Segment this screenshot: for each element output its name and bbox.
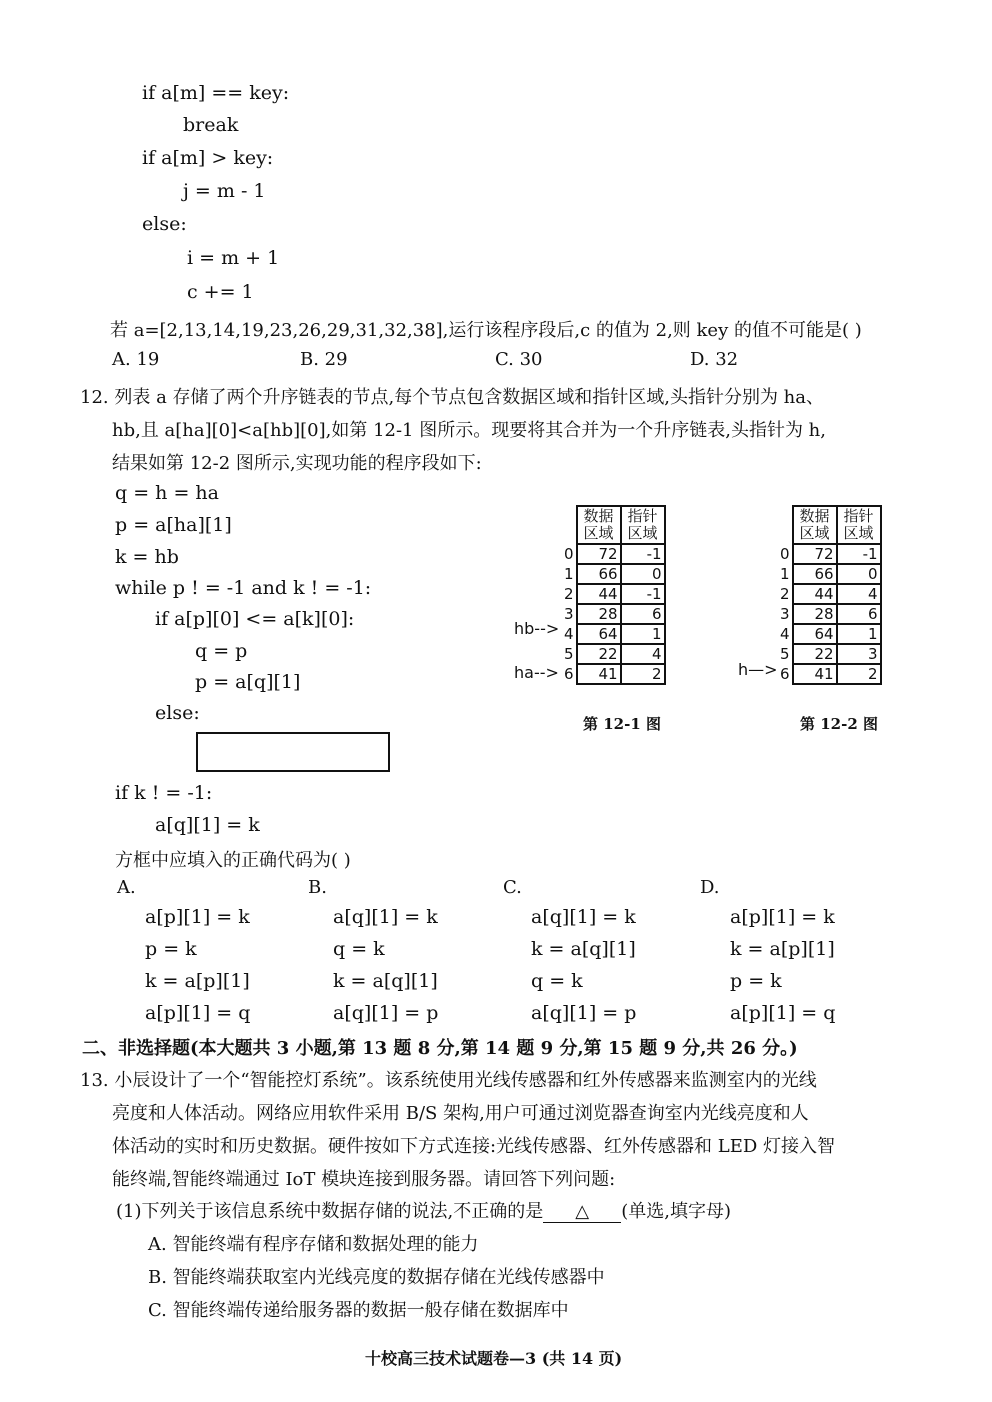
pointer-ha-label: ha--> (514, 663, 559, 682)
q13-sub1-suffix: (单选,填字母) (621, 1201, 731, 1222)
pointer-cell: 0 (837, 564, 881, 584)
figure-caption: 第 12-2 图 (800, 715, 878, 733)
choice-d-line: p = k (730, 970, 782, 992)
data-cell: 72 (793, 544, 837, 564)
row-index: 6 (780, 665, 790, 683)
choice-b-line: a[q][1] = k (333, 906, 438, 928)
data-cell: 44 (793, 584, 837, 604)
answer-blank: △ (543, 1201, 621, 1223)
table-row (562, 664, 665, 684)
data-cell: 66 (793, 564, 837, 584)
pointer-cell: 0 (621, 564, 665, 584)
code-line: q = h = ha (115, 482, 219, 504)
choice-d-line: a[p][1] = q (730, 1002, 836, 1024)
data-cell: 72 (577, 544, 621, 564)
q12-stem-line: 12. 列表 a 存储了两个升序链表的节点,每个节点包含数据区域和指针区域,头指针分别为 ha、 (80, 387, 825, 408)
q11-stem: 若 a=[2,13,14,19,23,26,29,31,32,38],运行该程序段后,c 的值为 2,则 key 的值不可能是( ) (110, 320, 862, 341)
q12-stem-line: 结果如第 12-2 图所示,实现功能的程序段如下: (112, 453, 482, 474)
q13-stem-line: 亮度和人体活动。网络应用软件采用 B/S 架构,用户可通过浏览器查询室内光线亮度和人 (112, 1103, 809, 1124)
choice-b-line: a[q][1] = p (333, 1002, 439, 1024)
choice-c-line: a[q][1] = k (531, 906, 636, 928)
code-line: if a[m] > key: (142, 147, 274, 169)
table-row (778, 604, 881, 624)
row-index: 3 (564, 605, 574, 623)
code-line: k = hb (115, 546, 179, 568)
code-line: if k ! = -1: (115, 782, 213, 804)
table-row (778, 624, 881, 644)
header-data: 数据区域 (793, 506, 837, 544)
table-row (562, 644, 665, 664)
pointer-h-label: h—> (738, 660, 778, 679)
code-line: p = a[q][1] (195, 671, 301, 693)
code-line: q = p (195, 640, 248, 662)
q11-option-b: B. 29 (300, 349, 348, 370)
q11-option-d: D. 32 (690, 349, 739, 370)
row-index: 2 (780, 585, 790, 603)
row-index: 5 (564, 645, 574, 663)
data-cell: 28 (577, 604, 621, 624)
choice-letter-c: C. (503, 877, 522, 898)
code-line: break (183, 114, 239, 136)
code-line: if a[p][0] <= a[k][0]: (155, 608, 355, 630)
linked-list-table-fig2 (778, 505, 882, 685)
code-line: j = m - 1 (183, 180, 266, 202)
pointer-cell: 3 (837, 644, 881, 664)
linked-list-table-fig1 (562, 505, 666, 685)
code-line: a[q][1] = k (155, 814, 260, 836)
pointer-cell: 6 (837, 604, 881, 624)
q13-stem-line: 体活动的实时和历史数据。硬件按如下方式连接:光线传感器、红外传感器和 LED 灯接入智 (112, 1136, 836, 1157)
data-cell: 64 (577, 624, 621, 644)
choice-d-line: a[p][1] = k (730, 906, 835, 928)
header-pointer: 指针区域 (837, 506, 881, 544)
row-index: 0 (564, 545, 574, 563)
pointer-cell: 2 (621, 664, 665, 684)
pointer-cell: 4 (837, 584, 881, 604)
code-line: while p ! = -1 and k ! = -1: (115, 577, 372, 599)
choice-letter-a: A. (117, 877, 136, 898)
answer-blank-box (196, 732, 390, 772)
choice-a-line: a[p][1] = k (145, 906, 250, 928)
page-footer: 十校高三技术试题卷—3 (共 14 页) (365, 1349, 623, 1368)
q13-stem-line: 能终端,智能终端通过 IoT 模块连接到服务器。请回答下列问题: (112, 1169, 616, 1190)
pointer-cell: 4 (621, 644, 665, 664)
q13-stem-line: 13. 小辰设计了一个“智能控灯系统”。该系统使用光线传感器和红外传感器来监测室内的光线 (80, 1070, 817, 1091)
section-heading: 二、非选择题(本大题共 3 小题,第 13 题 8 分,第 14 题 9 分,第 15 题 9 分,共 26 分。) (82, 1038, 798, 1059)
q13-option-a: A. 智能终端有程序存储和数据处理的能力 (148, 1234, 479, 1255)
table-row (778, 564, 881, 584)
data-cell: 22 (577, 644, 621, 664)
q12-stem-line: hb,且 a[ha][0]<a[hb][0],如第 12-1 图所示。现要将其合并为一个升序链表,头指针为 h, (112, 420, 826, 441)
figure-caption: 第 12-1 图 (583, 715, 661, 733)
code-line: p = a[ha][1] (115, 514, 232, 536)
table-row (562, 544, 665, 564)
choice-a-line: a[p][1] = q (145, 1002, 251, 1024)
q13-option-b: B. 智能终端获取室内光线亮度的数据存储在光线传感器中 (148, 1267, 605, 1288)
pointer-cell: -1 (621, 544, 665, 564)
row-index: 1 (780, 565, 790, 583)
table-row (562, 604, 665, 624)
table-row (562, 624, 665, 644)
q11-option-a: A. 19 (112, 349, 160, 370)
row-index: 4 (780, 625, 790, 643)
row-index: 6 (564, 665, 574, 683)
code-line: else: (155, 702, 200, 724)
row-index: 2 (564, 585, 574, 603)
choice-d-line: k = a[p][1] (730, 938, 835, 960)
choice-c-line: k = a[q][1] (531, 938, 636, 960)
q13-sub1-prefix: (1)下列关于该信息系统中数据存储的说法,不正确的是 (116, 1201, 544, 1222)
data-cell: 28 (793, 604, 837, 624)
data-cell: 66 (577, 564, 621, 584)
pointer-cell: 1 (621, 624, 665, 644)
q13-sub1 (116, 1197, 731, 1223)
pointer-cell: 2 (837, 664, 881, 684)
data-cell: 64 (793, 624, 837, 644)
code-line: if a[m] == key: (142, 82, 290, 104)
choice-a-line: k = a[p][1] (145, 970, 250, 992)
choice-letter-d: D. (700, 877, 720, 898)
q13-option-c: C. 智能终端传递给服务器的数据一般存储在数据库中 (148, 1300, 569, 1321)
row-index: 5 (780, 645, 790, 663)
data-cell: 44 (577, 584, 621, 604)
q12-fill-prompt: 方框中应填入的正确代码为( ) (115, 850, 351, 871)
data-cell: 41 (577, 664, 621, 684)
choice-b-line: k = a[q][1] (333, 970, 438, 992)
header-pointer: 指针区域 (621, 506, 665, 544)
pointer-cell: -1 (837, 544, 881, 564)
choice-a-line: p = k (145, 938, 197, 960)
code-line: i = m + 1 (187, 247, 280, 269)
choice-b-line: q = k (333, 938, 385, 960)
choice-letter-b: B. (308, 877, 327, 898)
pointer-cell: -1 (621, 584, 665, 604)
row-index: 3 (780, 605, 790, 623)
row-index: 0 (780, 545, 790, 563)
pointer-cell: 1 (837, 624, 881, 644)
code-line: c += 1 (187, 281, 254, 303)
pointer-hb-label: hb--> (514, 619, 560, 638)
choice-c-line: q = k (531, 970, 583, 992)
data-cell: 41 (793, 664, 837, 684)
table-row (778, 584, 881, 604)
pointer-cell: 6 (621, 604, 665, 624)
table-row (778, 544, 881, 564)
q11-option-c: C. 30 (495, 349, 543, 370)
code-line: else: (142, 213, 187, 235)
table-row (562, 584, 665, 604)
table-row (778, 644, 881, 664)
table-row (562, 564, 665, 584)
data-cell: 22 (793, 644, 837, 664)
choice-c-line: a[q][1] = p (531, 1002, 637, 1024)
table-row (778, 664, 881, 684)
row-index: 1 (564, 565, 574, 583)
header-data: 数据区域 (577, 506, 621, 544)
row-index: 4 (564, 625, 574, 643)
